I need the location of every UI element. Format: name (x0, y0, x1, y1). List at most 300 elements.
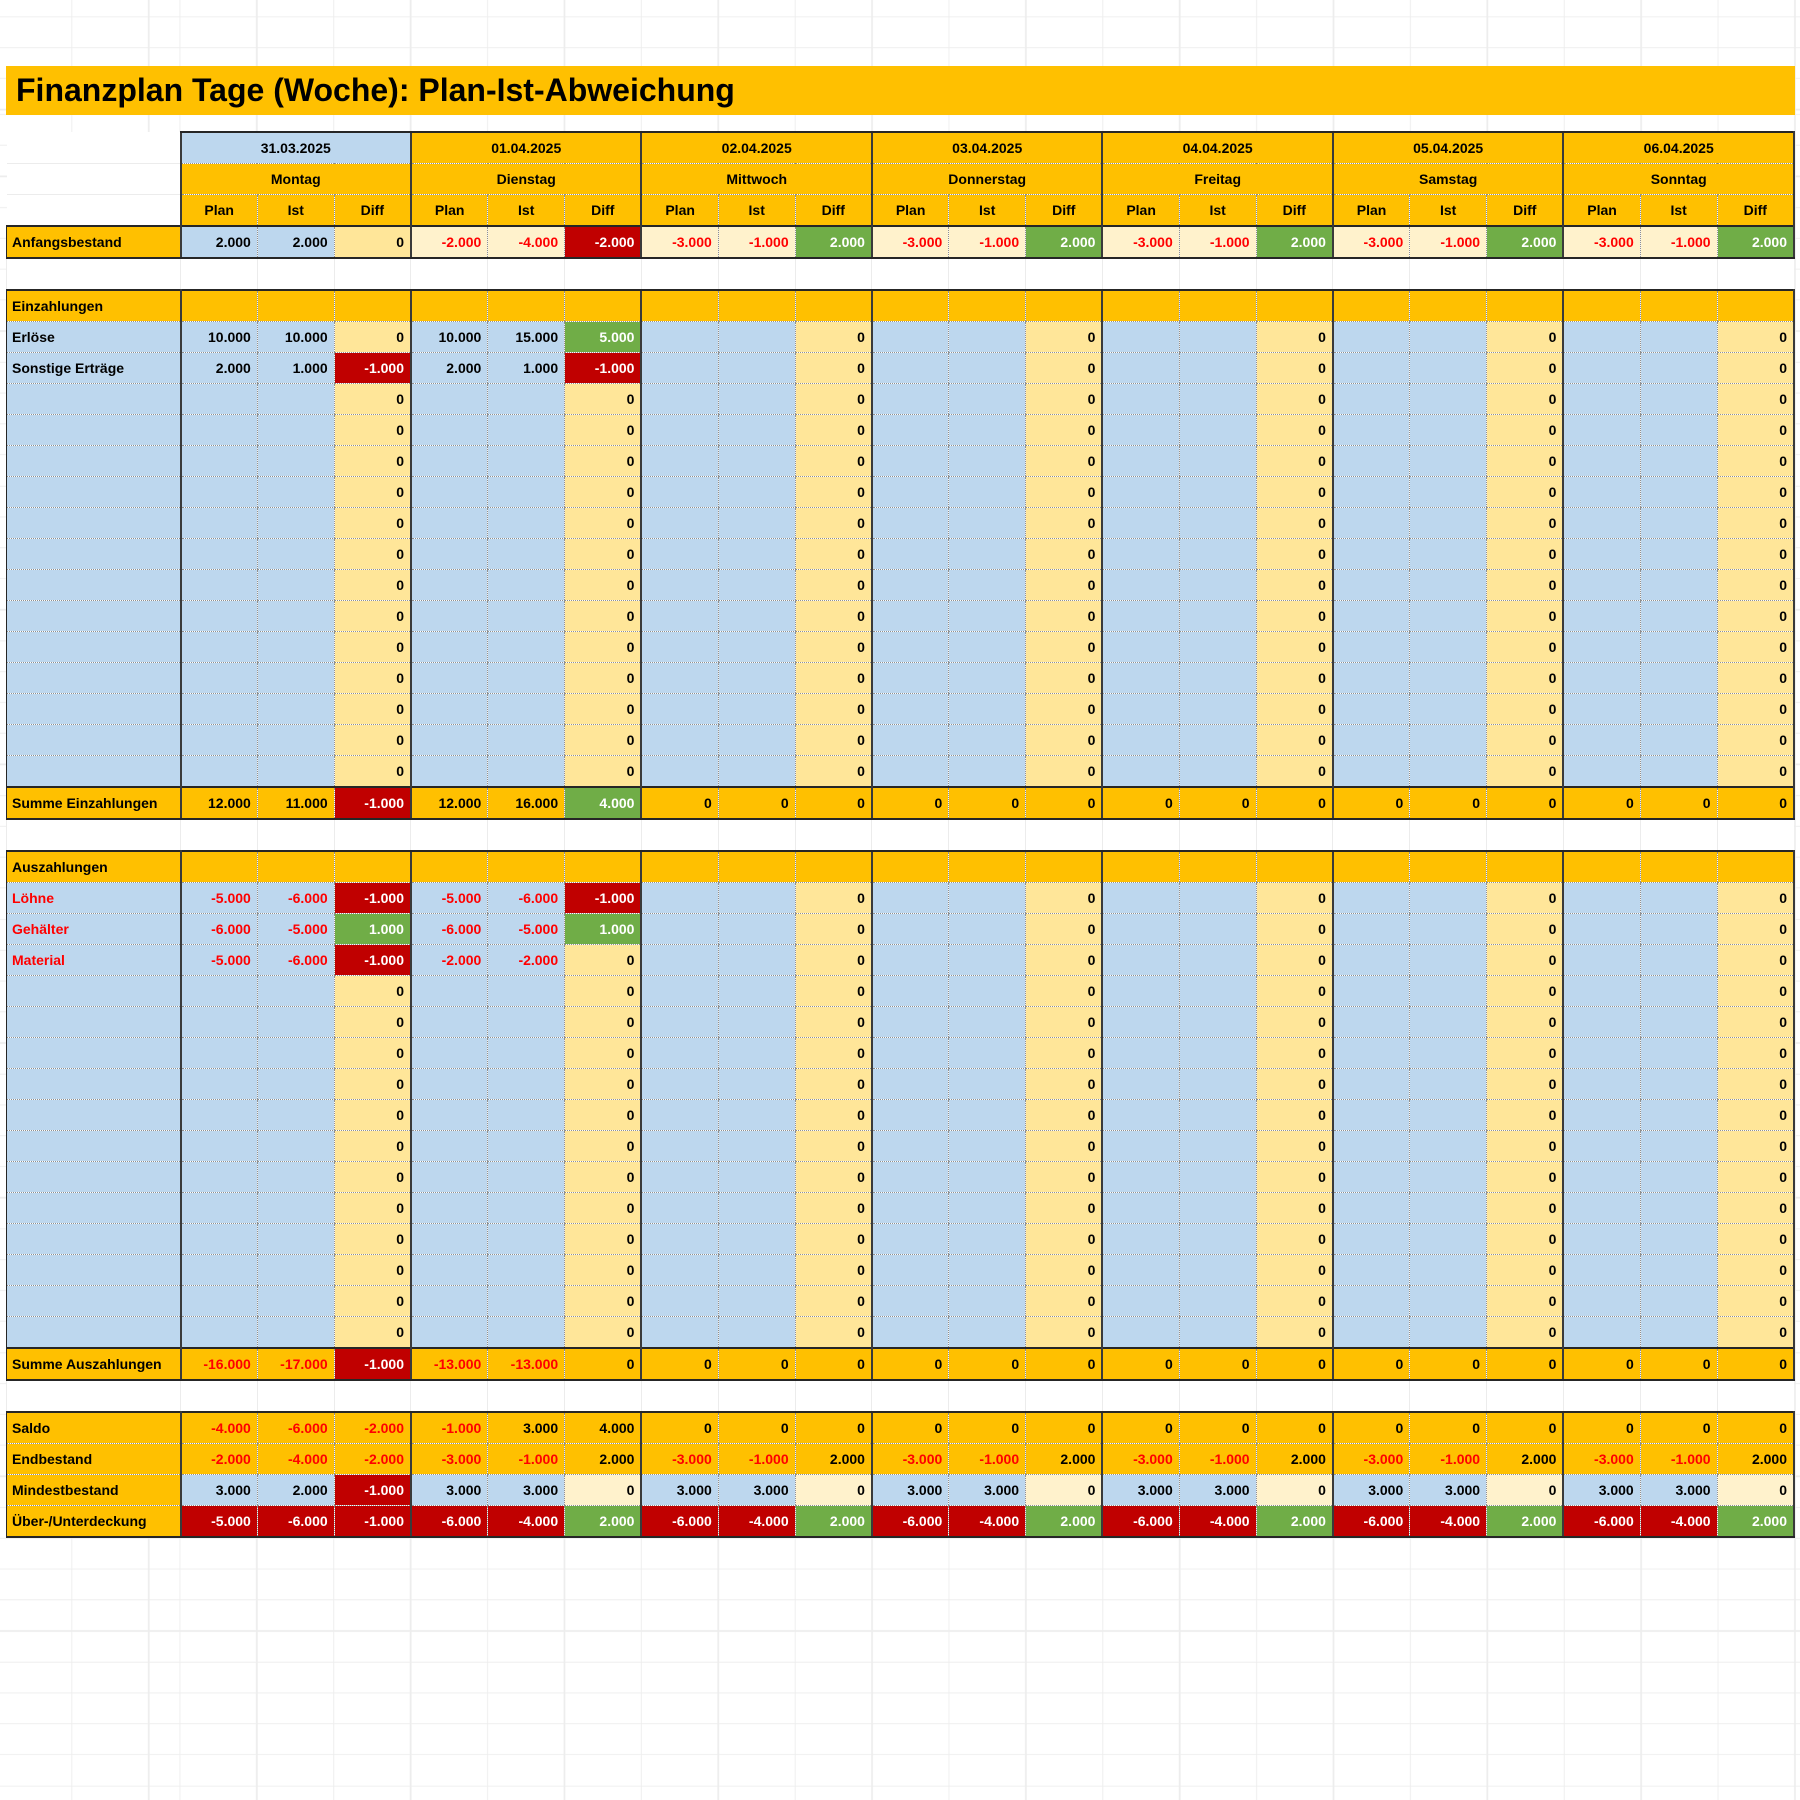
cell-summe-einzahlungen-montag-diff[interactable]: -1.000 (334, 787, 411, 819)
section-cell-auszahlungen-samstag-plan[interactable] (1333, 851, 1410, 883)
cell-gehalter-dienstag-ist[interactable]: -5.000 (488, 914, 565, 945)
cell-material-samstag-ist[interactable] (1410, 945, 1487, 976)
cell-auszahlungen-leer12-montag-diff[interactable]: 0 (334, 1317, 411, 1349)
cell-lohne-dienstag-diff[interactable]: -1.000 (565, 883, 642, 914)
cell-auszahlungen-leer4-samstag-ist[interactable] (1410, 1069, 1487, 1100)
cell-auszahlungen-leer1-donnerstag-plan[interactable] (872, 976, 949, 1007)
cell-auszahlungen-leer4-dienstag-plan[interactable] (411, 1069, 488, 1100)
cell-einzahlungen-leer1-freitag-plan[interactable] (1102, 384, 1179, 415)
cell-einzahlungen-leer6-dienstag-plan[interactable] (411, 539, 488, 570)
cell-auszahlungen-leer1-dienstag-plan[interactable] (411, 976, 488, 1007)
cell-auszahlungen-leer4-montag-ist[interactable] (257, 1069, 334, 1100)
cell-einzahlungen-leer3-sonntag-ist[interactable] (1640, 446, 1717, 477)
cell-auszahlungen-leer7-sonntag-diff[interactable]: 0 (1717, 1162, 1794, 1193)
section-cell-auszahlungen-sonntag-diff[interactable] (1717, 851, 1794, 883)
cell-auszahlungen-leer4-sonntag-ist[interactable] (1640, 1069, 1717, 1100)
cell-einzahlungen-leer9-donnerstag-plan[interactable] (872, 632, 949, 663)
section-cell-einzahlungen-donnerstag-plan[interactable] (872, 290, 949, 322)
cell-einzahlungen-leer12-samstag-plan[interactable] (1333, 725, 1410, 756)
cell-einzahlungen-leer3-montag-ist[interactable] (257, 446, 334, 477)
cell-auszahlungen-leer11-mittwoch-diff[interactable]: 0 (795, 1286, 872, 1317)
cell-auszahlungen-leer1-mittwoch-diff[interactable]: 0 (795, 976, 872, 1007)
cell-einzahlungen-leer1-freitag-diff[interactable]: 0 (1256, 384, 1333, 415)
cell-material-dienstag-diff[interactable]: 0 (565, 945, 642, 976)
cell-einzahlungen-leer5-freitag-plan[interactable] (1102, 508, 1179, 539)
cell-auszahlungen-leer11-donnerstag-diff[interactable]: 0 (1026, 1286, 1103, 1317)
cell-auszahlungen-leer5-samstag-ist[interactable] (1410, 1100, 1487, 1131)
cell-einzahlungen-leer7-sonntag-plan[interactable] (1563, 570, 1640, 601)
cell-auszahlungen-leer10-sonntag-plan[interactable] (1563, 1255, 1640, 1286)
cell-auszahlungen-leer6-mittwoch-diff[interactable]: 0 (795, 1131, 872, 1162)
cell-uber-unterdeckung-donnerstag-ist[interactable]: -4.000 (949, 1506, 1026, 1538)
cell-einzahlungen-leer2-sonntag-ist[interactable] (1640, 415, 1717, 446)
cell-auszahlungen-leer1-montag-diff[interactable]: 0 (334, 976, 411, 1007)
cell-anfangsbestand-freitag-diff[interactable]: 2.000 (1256, 226, 1333, 258)
cell-auszahlungen-leer5-donnerstag-diff[interactable]: 0 (1026, 1100, 1103, 1131)
cell-erlose-dienstag-diff[interactable]: 5.000 (565, 322, 642, 353)
header-ist-mittwoch[interactable]: Ist (718, 195, 795, 227)
cell-einzahlungen-leer5-montag-ist[interactable] (257, 508, 334, 539)
cell-uber-unterdeckung-donnerstag-diff[interactable]: 2.000 (1026, 1506, 1103, 1538)
cell-auszahlungen-leer9-samstag-plan[interactable] (1333, 1224, 1410, 1255)
cell-auszahlungen-leer6-donnerstag-diff[interactable]: 0 (1026, 1131, 1103, 1162)
row-label-endbestand[interactable]: Endbestand (7, 1444, 181, 1475)
empty-row-label[interactable] (7, 1224, 181, 1255)
cell-auszahlungen-leer10-montag-ist[interactable] (257, 1255, 334, 1286)
cell-auszahlungen-leer4-montag-plan[interactable] (181, 1069, 258, 1100)
empty-row-label[interactable] (7, 756, 181, 788)
cell-auszahlungen-leer11-dienstag-plan[interactable] (411, 1286, 488, 1317)
cell-mindestbestand-sonntag-plan[interactable]: 3.000 (1563, 1475, 1640, 1506)
cell-gehalter-mittwoch-plan[interactable] (641, 914, 718, 945)
section-cell-auszahlungen-mittwoch-plan[interactable] (641, 851, 718, 883)
cell-auszahlungen-leer12-dienstag-plan[interactable] (411, 1317, 488, 1349)
cell-auszahlungen-leer12-donnerstag-plan[interactable] (872, 1317, 949, 1349)
cell-auszahlungen-leer7-sonntag-plan[interactable] (1563, 1162, 1640, 1193)
cell-einzahlungen-leer7-samstag-plan[interactable] (1333, 570, 1410, 601)
cell-einzahlungen-leer6-mittwoch-diff[interactable]: 0 (795, 539, 872, 570)
cell-einzahlungen-leer13-mittwoch-ist[interactable] (718, 756, 795, 788)
cell-einzahlungen-leer13-dienstag-ist[interactable] (488, 756, 565, 788)
cell-einzahlungen-leer8-donnerstag-plan[interactable] (872, 601, 949, 632)
cell-auszahlungen-leer10-samstag-ist[interactable] (1410, 1255, 1487, 1286)
cell-auszahlungen-leer6-mittwoch-ist[interactable] (718, 1131, 795, 1162)
cell-einzahlungen-leer9-montag-ist[interactable] (257, 632, 334, 663)
header-date-dienstag[interactable]: 01.04.2025 (411, 132, 641, 164)
cell-einzahlungen-leer13-sonntag-diff[interactable]: 0 (1717, 756, 1794, 788)
cell-einzahlungen-leer3-mittwoch-plan[interactable] (641, 446, 718, 477)
cell-einzahlungen-leer6-dienstag-ist[interactable] (488, 539, 565, 570)
cell-auszahlungen-leer8-freitag-plan[interactable] (1102, 1193, 1179, 1224)
cell-einzahlungen-leer9-freitag-ist[interactable] (1179, 632, 1256, 663)
section-cell-auszahlungen-donnerstag-ist[interactable] (949, 851, 1026, 883)
cell-auszahlungen-leer1-freitag-ist[interactable] (1179, 976, 1256, 1007)
cell-erlose-montag-ist[interactable]: 10.000 (257, 322, 334, 353)
cell-auszahlungen-leer9-donnerstag-plan[interactable] (872, 1224, 949, 1255)
cell-einzahlungen-leer7-freitag-plan[interactable] (1102, 570, 1179, 601)
cell-sonstige-ertrage-montag-ist[interactable]: 1.000 (257, 353, 334, 384)
cell-einzahlungen-leer12-donnerstag-diff[interactable]: 0 (1026, 725, 1103, 756)
cell-auszahlungen-leer3-freitag-diff[interactable]: 0 (1256, 1038, 1333, 1069)
cell-saldo-montag-plan[interactable]: -4.000 (181, 1412, 258, 1444)
cell-einzahlungen-leer1-mittwoch-diff[interactable]: 0 (795, 384, 872, 415)
cell-einzahlungen-leer2-samstag-diff[interactable]: 0 (1487, 415, 1564, 446)
cell-summe-einzahlungen-mittwoch-ist[interactable]: 0 (718, 787, 795, 819)
cell-einzahlungen-leer9-dienstag-plan[interactable] (411, 632, 488, 663)
cell-auszahlungen-leer12-mittwoch-plan[interactable] (641, 1317, 718, 1349)
cell-einzahlungen-leer6-donnerstag-plan[interactable] (872, 539, 949, 570)
empty-row-label[interactable] (7, 632, 181, 663)
cell-auszahlungen-leer7-dienstag-plan[interactable] (411, 1162, 488, 1193)
cell-lohne-dienstag-plan[interactable]: -5.000 (411, 883, 488, 914)
cell-einzahlungen-leer2-sonntag-plan[interactable] (1563, 415, 1640, 446)
cell-gehalter-dienstag-plan[interactable]: -6.000 (411, 914, 488, 945)
cell-auszahlungen-leer8-freitag-diff[interactable]: 0 (1256, 1193, 1333, 1224)
cell-einzahlungen-leer10-donnerstag-diff[interactable]: 0 (1026, 663, 1103, 694)
cell-uber-unterdeckung-mittwoch-plan[interactable]: -6.000 (641, 1506, 718, 1538)
section-cell-einzahlungen-dienstag-ist[interactable] (488, 290, 565, 322)
cell-auszahlungen-leer12-freitag-diff[interactable]: 0 (1256, 1317, 1333, 1349)
cell-endbestand-mittwoch-plan[interactable]: -3.000 (641, 1444, 718, 1475)
cell-auszahlungen-leer4-samstag-plan[interactable] (1333, 1069, 1410, 1100)
cell-auszahlungen-leer11-sonntag-plan[interactable] (1563, 1286, 1640, 1317)
cell-auszahlungen-leer8-montag-diff[interactable]: 0 (334, 1193, 411, 1224)
cell-auszahlungen-leer9-mittwoch-ist[interactable] (718, 1224, 795, 1255)
cell-einzahlungen-leer4-freitag-plan[interactable] (1102, 477, 1179, 508)
cell-einzahlungen-leer3-donnerstag-ist[interactable] (949, 446, 1026, 477)
cell-einzahlungen-leer13-sonntag-ist[interactable] (1640, 756, 1717, 788)
cell-auszahlungen-leer10-donnerstag-ist[interactable] (949, 1255, 1026, 1286)
cell-auszahlungen-leer5-montag-ist[interactable] (257, 1100, 334, 1131)
cell-auszahlungen-leer6-donnerstag-ist[interactable] (949, 1131, 1026, 1162)
cell-auszahlungen-leer7-montag-ist[interactable] (257, 1162, 334, 1193)
cell-auszahlungen-leer11-freitag-ist[interactable] (1179, 1286, 1256, 1317)
cell-einzahlungen-leer8-dienstag-diff[interactable]: 0 (565, 601, 642, 632)
cell-auszahlungen-leer3-montag-ist[interactable] (257, 1038, 334, 1069)
empty-row-label[interactable] (7, 384, 181, 415)
cell-auszahlungen-leer6-montag-ist[interactable] (257, 1131, 334, 1162)
cell-einzahlungen-leer1-mittwoch-ist[interactable] (718, 384, 795, 415)
section-cell-auszahlungen-dienstag-plan[interactable] (411, 851, 488, 883)
cell-uber-unterdeckung-donnerstag-plan[interactable]: -6.000 (872, 1506, 949, 1538)
cell-auszahlungen-leer10-dienstag-ist[interactable] (488, 1255, 565, 1286)
cell-gehalter-montag-ist[interactable]: -5.000 (257, 914, 334, 945)
row-label-summe-auszahlungen[interactable]: Summe Auszahlungen (7, 1348, 181, 1380)
cell-einzahlungen-leer13-donnerstag-diff[interactable]: 0 (1026, 756, 1103, 788)
cell-einzahlungen-leer5-dienstag-ist[interactable] (488, 508, 565, 539)
empty-row-label[interactable] (7, 446, 181, 477)
cell-einzahlungen-leer12-mittwoch-diff[interactable]: 0 (795, 725, 872, 756)
cell-einzahlungen-leer10-dienstag-plan[interactable] (411, 663, 488, 694)
section-cell-einzahlungen-freitag-plan[interactable] (1102, 290, 1179, 322)
cell-uber-unterdeckung-sonntag-ist[interactable]: -4.000 (1640, 1506, 1717, 1538)
cell-einzahlungen-leer8-samstag-plan[interactable] (1333, 601, 1410, 632)
cell-mindestbestand-dienstag-ist[interactable]: 3.000 (488, 1475, 565, 1506)
cell-erlose-samstag-diff[interactable]: 0 (1487, 322, 1564, 353)
empty-row-label[interactable] (7, 694, 181, 725)
cell-anfangsbestand-samstag-plan[interactable]: -3.000 (1333, 226, 1410, 258)
cell-anfangsbestand-dienstag-diff[interactable]: -2.000 (565, 226, 642, 258)
cell-endbestand-montag-plan[interactable]: -2.000 (181, 1444, 258, 1475)
cell-uber-unterdeckung-dienstag-ist[interactable]: -4.000 (488, 1506, 565, 1538)
cell-auszahlungen-leer7-dienstag-ist[interactable] (488, 1162, 565, 1193)
cell-auszahlungen-leer11-samstag-diff[interactable]: 0 (1487, 1286, 1564, 1317)
section-cell-einzahlungen-freitag-diff[interactable] (1256, 290, 1333, 322)
cell-material-dienstag-plan[interactable]: -2.000 (411, 945, 488, 976)
section-cell-einzahlungen-mittwoch-ist[interactable] (718, 290, 795, 322)
cell-einzahlungen-leer11-mittwoch-ist[interactable] (718, 694, 795, 725)
cell-einzahlungen-leer4-montag-ist[interactable] (257, 477, 334, 508)
cell-auszahlungen-leer7-samstag-diff[interactable]: 0 (1487, 1162, 1564, 1193)
row-label-gehalter[interactable]: Gehälter (7, 914, 181, 945)
cell-einzahlungen-leer1-samstag-plan[interactable] (1333, 384, 1410, 415)
cell-einzahlungen-leer13-sonntag-plan[interactable] (1563, 756, 1640, 788)
cell-einzahlungen-leer3-mittwoch-ist[interactable] (718, 446, 795, 477)
cell-einzahlungen-leer7-donnerstag-ist[interactable] (949, 570, 1026, 601)
section-cell-einzahlungen-samstag-plan[interactable] (1333, 290, 1410, 322)
cell-summe-auszahlungen-samstag-diff[interactable]: 0 (1487, 1348, 1564, 1380)
header-diff-mittwoch[interactable]: Diff (795, 195, 872, 227)
cell-einzahlungen-leer11-montag-diff[interactable]: 0 (334, 694, 411, 725)
cell-einzahlungen-leer12-mittwoch-plan[interactable] (641, 725, 718, 756)
cell-einzahlungen-leer9-samstag-ist[interactable] (1410, 632, 1487, 663)
cell-einzahlungen-leer10-sonntag-plan[interactable] (1563, 663, 1640, 694)
cell-auszahlungen-leer4-donnerstag-diff[interactable]: 0 (1026, 1069, 1103, 1100)
cell-auszahlungen-leer5-samstag-diff[interactable]: 0 (1487, 1100, 1564, 1131)
cell-summe-auszahlungen-dienstag-plan[interactable]: -13.000 (411, 1348, 488, 1380)
cell-uber-unterdeckung-mittwoch-diff[interactable]: 2.000 (795, 1506, 872, 1538)
cell-einzahlungen-leer2-samstag-plan[interactable] (1333, 415, 1410, 446)
cell-einzahlungen-leer7-montag-ist[interactable] (257, 570, 334, 601)
cell-einzahlungen-leer4-sonntag-diff[interactable]: 0 (1717, 477, 1794, 508)
cell-material-mittwoch-diff[interactable]: 0 (795, 945, 872, 976)
cell-auszahlungen-leer7-donnerstag-diff[interactable]: 0 (1026, 1162, 1103, 1193)
cell-einzahlungen-leer7-mittwoch-diff[interactable]: 0 (795, 570, 872, 601)
header-diff-montag[interactable]: Diff (334, 195, 411, 227)
cell-summe-auszahlungen-montag-diff[interactable]: -1.000 (334, 1348, 411, 1380)
cell-auszahlungen-leer3-mittwoch-ist[interactable] (718, 1038, 795, 1069)
cell-einzahlungen-leer7-mittwoch-plan[interactable] (641, 570, 718, 601)
cell-auszahlungen-leer10-mittwoch-plan[interactable] (641, 1255, 718, 1286)
cell-auszahlungen-leer9-freitag-ist[interactable] (1179, 1224, 1256, 1255)
row-label-lohne[interactable]: Löhne (7, 883, 181, 914)
cell-auszahlungen-leer7-donnerstag-plan[interactable] (872, 1162, 949, 1193)
cell-auszahlungen-leer6-samstag-plan[interactable] (1333, 1131, 1410, 1162)
empty-row-label[interactable] (7, 1255, 181, 1286)
header-plan-dienstag[interactable]: Plan (411, 195, 488, 227)
cell-sonstige-ertrage-dienstag-plan[interactable]: 2.000 (411, 353, 488, 384)
cell-lohne-montag-plan[interactable]: -5.000 (181, 883, 258, 914)
cell-gehalter-donnerstag-ist[interactable] (949, 914, 1026, 945)
cell-saldo-freitag-ist[interactable]: 0 (1179, 1412, 1256, 1444)
header-diff-dienstag[interactable]: Diff (565, 195, 642, 227)
cell-auszahlungen-leer5-montag-diff[interactable]: 0 (334, 1100, 411, 1131)
cell-sonstige-ertrage-sonntag-plan[interactable] (1563, 353, 1640, 384)
cell-auszahlungen-leer1-dienstag-ist[interactable] (488, 976, 565, 1007)
cell-auszahlungen-leer4-mittwoch-ist[interactable] (718, 1069, 795, 1100)
section-cell-einzahlungen-dienstag-plan[interactable] (411, 290, 488, 322)
section-cell-einzahlungen-montag-ist[interactable] (257, 290, 334, 322)
cell-einzahlungen-leer4-samstag-diff[interactable]: 0 (1487, 477, 1564, 508)
cell-einzahlungen-leer4-samstag-plan[interactable] (1333, 477, 1410, 508)
cell-auszahlungen-leer10-dienstag-diff[interactable]: 0 (565, 1255, 642, 1286)
empty-row-label[interactable] (7, 601, 181, 632)
cell-einzahlungen-leer6-samstag-plan[interactable] (1333, 539, 1410, 570)
cell-mindestbestand-freitag-diff[interactable]: 0 (1256, 1475, 1333, 1506)
cell-summe-einzahlungen-mittwoch-diff[interactable]: 0 (795, 787, 872, 819)
cell-einzahlungen-leer12-donnerstag-plan[interactable] (872, 725, 949, 756)
cell-endbestand-sonntag-ist[interactable]: -1.000 (1640, 1444, 1717, 1475)
header-day-donnerstag[interactable]: Donnerstag (872, 164, 1102, 195)
cell-einzahlungen-leer6-freitag-plan[interactable] (1102, 539, 1179, 570)
cell-saldo-sonntag-plan[interactable]: 0 (1563, 1412, 1640, 1444)
cell-saldo-freitag-plan[interactable]: 0 (1102, 1412, 1179, 1444)
cell-saldo-sonntag-diff[interactable]: 0 (1717, 1412, 1794, 1444)
cell-auszahlungen-leer3-montag-diff[interactable]: 0 (334, 1038, 411, 1069)
cell-uber-unterdeckung-freitag-plan[interactable]: -6.000 (1102, 1506, 1179, 1538)
cell-einzahlungen-leer5-montag-plan[interactable] (181, 508, 258, 539)
cell-summe-einzahlungen-donnerstag-plan[interactable]: 0 (872, 787, 949, 819)
cell-material-sonntag-ist[interactable] (1640, 945, 1717, 976)
cell-einzahlungen-leer5-sonntag-diff[interactable]: 0 (1717, 508, 1794, 539)
header-date-samstag[interactable]: 05.04.2025 (1333, 132, 1563, 164)
cell-einzahlungen-leer3-samstag-plan[interactable] (1333, 446, 1410, 477)
header-date-mittwoch[interactable]: 02.04.2025 (641, 132, 871, 164)
cell-einzahlungen-leer1-montag-diff[interactable]: 0 (334, 384, 411, 415)
cell-einzahlungen-leer10-freitag-diff[interactable]: 0 (1256, 663, 1333, 694)
empty-row-label[interactable] (7, 415, 181, 446)
cell-einzahlungen-leer4-mittwoch-plan[interactable] (641, 477, 718, 508)
cell-mindestbestand-mittwoch-plan[interactable]: 3.000 (641, 1475, 718, 1506)
cell-erlose-freitag-plan[interactable] (1102, 322, 1179, 353)
cell-summe-einzahlungen-sonntag-plan[interactable]: 0 (1563, 787, 1640, 819)
cell-mindestbestand-dienstag-diff[interactable]: 0 (565, 1475, 642, 1506)
cell-einzahlungen-leer12-dienstag-ist[interactable] (488, 725, 565, 756)
cell-auszahlungen-leer12-samstag-ist[interactable] (1410, 1317, 1487, 1349)
cell-mindestbestand-sonntag-ist[interactable]: 3.000 (1640, 1475, 1717, 1506)
cell-einzahlungen-leer10-montag-plan[interactable] (181, 663, 258, 694)
cell-einzahlungen-leer7-freitag-diff[interactable]: 0 (1256, 570, 1333, 601)
cell-lohne-samstag-plan[interactable] (1333, 883, 1410, 914)
cell-einzahlungen-leer13-freitag-diff[interactable]: 0 (1256, 756, 1333, 788)
cell-einzahlungen-leer13-dienstag-diff[interactable]: 0 (565, 756, 642, 788)
cell-auszahlungen-leer10-donnerstag-plan[interactable] (872, 1255, 949, 1286)
cell-einzahlungen-leer11-freitag-diff[interactable]: 0 (1256, 694, 1333, 725)
cell-material-montag-ist[interactable]: -6.000 (257, 945, 334, 976)
cell-einzahlungen-leer9-montag-diff[interactable]: 0 (334, 632, 411, 663)
row-label-saldo[interactable]: Saldo (7, 1412, 181, 1444)
header-date-montag[interactable]: 31.03.2025 (181, 132, 411, 164)
cell-anfangsbestand-sonntag-diff[interactable]: 2.000 (1717, 226, 1794, 258)
cell-einzahlungen-leer7-freitag-ist[interactable] (1179, 570, 1256, 601)
cell-auszahlungen-leer8-dienstag-ist[interactable] (488, 1193, 565, 1224)
cell-auszahlungen-leer12-sonntag-ist[interactable] (1640, 1317, 1717, 1349)
cell-einzahlungen-leer12-montag-diff[interactable]: 0 (334, 725, 411, 756)
cell-saldo-samstag-diff[interactable]: 0 (1487, 1412, 1564, 1444)
cell-auszahlungen-leer5-freitag-ist[interactable] (1179, 1100, 1256, 1131)
cell-mindestbestand-sonntag-diff[interactable]: 0 (1717, 1475, 1794, 1506)
cell-auszahlungen-leer11-donnerstag-plan[interactable] (872, 1286, 949, 1317)
cell-auszahlungen-leer2-mittwoch-diff[interactable]: 0 (795, 1007, 872, 1038)
cell-einzahlungen-leer1-donnerstag-diff[interactable]: 0 (1026, 384, 1103, 415)
cell-einzahlungen-leer1-dienstag-diff[interactable]: 0 (565, 384, 642, 415)
cell-material-sonntag-plan[interactable] (1563, 945, 1640, 976)
cell-einzahlungen-leer7-samstag-ist[interactable] (1410, 570, 1487, 601)
cell-einzahlungen-leer8-freitag-ist[interactable] (1179, 601, 1256, 632)
cell-summe-auszahlungen-donnerstag-diff[interactable]: 0 (1026, 1348, 1103, 1380)
cell-einzahlungen-leer2-montag-ist[interactable] (257, 415, 334, 446)
cell-einzahlungen-leer11-sonntag-ist[interactable] (1640, 694, 1717, 725)
cell-summe-auszahlungen-freitag-ist[interactable]: 0 (1179, 1348, 1256, 1380)
cell-einzahlungen-leer9-montag-plan[interactable] (181, 632, 258, 663)
cell-einzahlungen-leer9-mittwoch-ist[interactable] (718, 632, 795, 663)
cell-einzahlungen-leer10-mittwoch-ist[interactable] (718, 663, 795, 694)
cell-auszahlungen-leer12-montag-ist[interactable] (257, 1317, 334, 1349)
empty-row-label[interactable] (7, 1193, 181, 1224)
cell-einzahlungen-leer3-dienstag-plan[interactable] (411, 446, 488, 477)
cell-auszahlungen-leer3-mittwoch-plan[interactable] (641, 1038, 718, 1069)
cell-auszahlungen-leer7-donnerstag-ist[interactable] (949, 1162, 1026, 1193)
cell-einzahlungen-leer5-samstag-ist[interactable] (1410, 508, 1487, 539)
cell-einzahlungen-leer1-dienstag-ist[interactable] (488, 384, 565, 415)
cell-einzahlungen-leer5-dienstag-plan[interactable] (411, 508, 488, 539)
cell-endbestand-mittwoch-diff[interactable]: 2.000 (795, 1444, 872, 1475)
cell-anfangsbestand-samstag-diff[interactable]: 2.000 (1487, 226, 1564, 258)
cell-auszahlungen-leer6-samstag-ist[interactable] (1410, 1131, 1487, 1162)
cell-lohne-donnerstag-diff[interactable]: 0 (1026, 883, 1103, 914)
section-cell-auszahlungen-montag-ist[interactable] (257, 851, 334, 883)
cell-einzahlungen-leer10-sonntag-diff[interactable]: 0 (1717, 663, 1794, 694)
cell-auszahlungen-leer12-freitag-ist[interactable] (1179, 1317, 1256, 1349)
cell-auszahlungen-leer3-dienstag-ist[interactable] (488, 1038, 565, 1069)
cell-einzahlungen-leer11-montag-ist[interactable] (257, 694, 334, 725)
cell-einzahlungen-leer13-donnerstag-ist[interactable] (949, 756, 1026, 788)
cell-einzahlungen-leer10-donnerstag-ist[interactable] (949, 663, 1026, 694)
cell-einzahlungen-leer5-mittwoch-diff[interactable]: 0 (795, 508, 872, 539)
cell-einzahlungen-leer10-freitag-ist[interactable] (1179, 663, 1256, 694)
cell-summe-einzahlungen-sonntag-ist[interactable]: 0 (1640, 787, 1717, 819)
section-cell-einzahlungen-samstag-diff[interactable] (1487, 290, 1564, 322)
cell-auszahlungen-leer8-donnerstag-ist[interactable] (949, 1193, 1026, 1224)
cell-einzahlungen-leer11-donnerstag-plan[interactable] (872, 694, 949, 725)
cell-einzahlungen-leer6-samstag-diff[interactable]: 0 (1487, 539, 1564, 570)
cell-einzahlungen-leer8-mittwoch-plan[interactable] (641, 601, 718, 632)
cell-summe-auszahlungen-mittwoch-ist[interactable]: 0 (718, 1348, 795, 1380)
cell-einzahlungen-leer7-donnerstag-plan[interactable] (872, 570, 949, 601)
cell-einzahlungen-leer9-sonntag-plan[interactable] (1563, 632, 1640, 663)
cell-auszahlungen-leer2-freitag-plan[interactable] (1102, 1007, 1179, 1038)
section-cell-auszahlungen-montag-plan[interactable] (181, 851, 258, 883)
cell-einzahlungen-leer1-donnerstag-ist[interactable] (949, 384, 1026, 415)
cell-auszahlungen-leer9-montag-ist[interactable] (257, 1224, 334, 1255)
cell-einzahlungen-leer12-dienstag-plan[interactable] (411, 725, 488, 756)
cell-erlose-mittwoch-plan[interactable] (641, 322, 718, 353)
row-label-material[interactable]: Material (7, 945, 181, 976)
cell-einzahlungen-leer13-mittwoch-diff[interactable]: 0 (795, 756, 872, 788)
cell-einzahlungen-leer3-samstag-ist[interactable] (1410, 446, 1487, 477)
section-cell-einzahlungen-freitag-ist[interactable] (1179, 290, 1256, 322)
cell-material-mittwoch-ist[interactable] (718, 945, 795, 976)
cell-auszahlungen-leer12-samstag-diff[interactable]: 0 (1487, 1317, 1564, 1349)
cell-einzahlungen-leer11-sonntag-plan[interactable] (1563, 694, 1640, 725)
cell-einzahlungen-leer2-montag-diff[interactable]: 0 (334, 415, 411, 446)
cell-auszahlungen-leer4-mittwoch-diff[interactable]: 0 (795, 1069, 872, 1100)
cell-summe-auszahlungen-samstag-plan[interactable]: 0 (1333, 1348, 1410, 1380)
cell-auszahlungen-leer11-dienstag-ist[interactable] (488, 1286, 565, 1317)
cell-einzahlungen-leer1-sonntag-ist[interactable] (1640, 384, 1717, 415)
cell-einzahlungen-leer10-mittwoch-plan[interactable] (641, 663, 718, 694)
cell-einzahlungen-leer4-sonntag-plan[interactable] (1563, 477, 1640, 508)
